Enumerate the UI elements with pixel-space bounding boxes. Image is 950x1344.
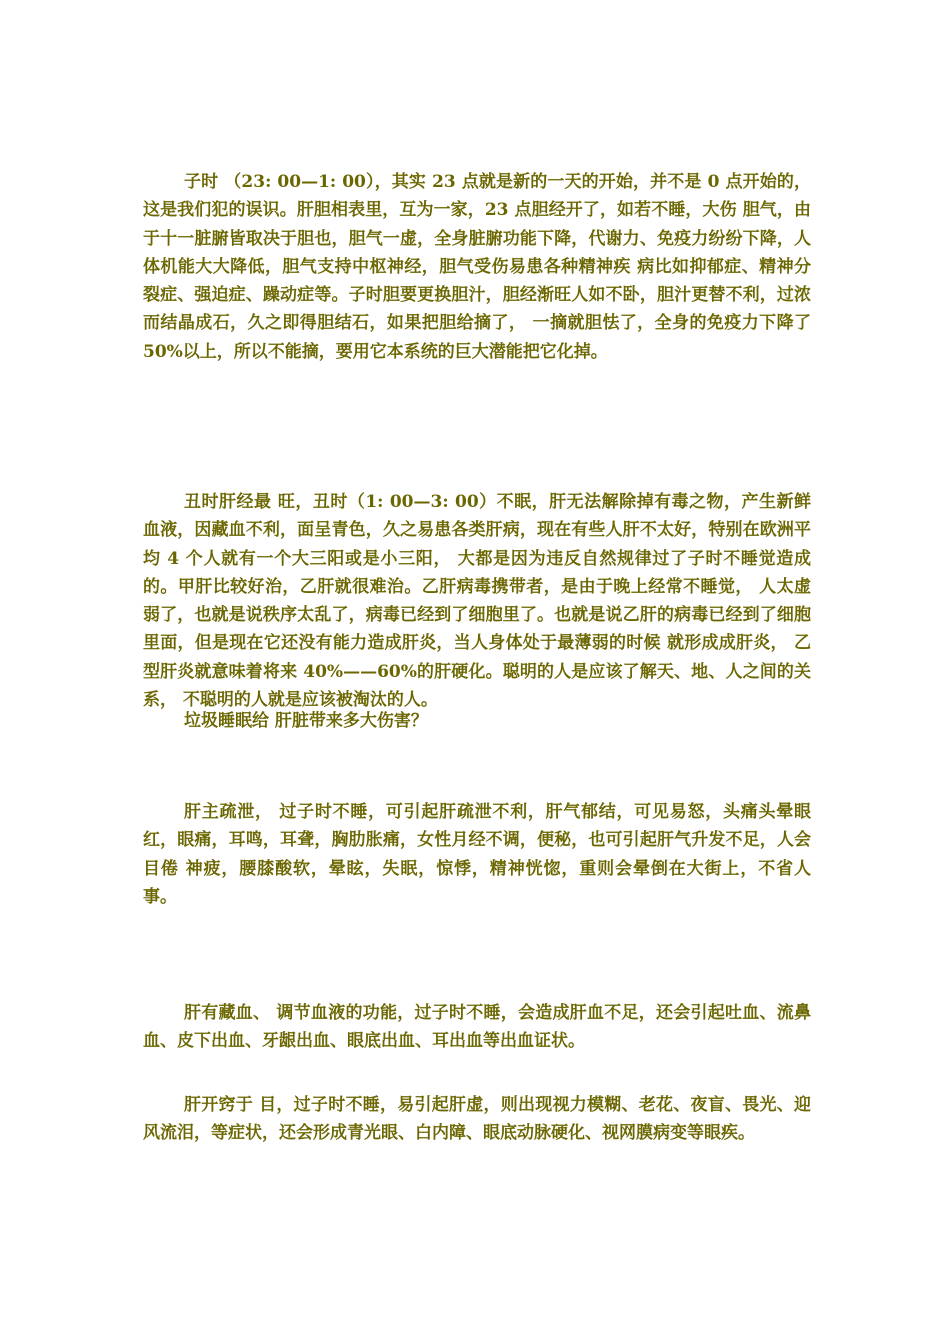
paragraph-liver-shuxie: 肝主疏泄， 过子时不睡，可引起肝疏泄不利，肝气郁结，可见易怒，头痛头晕眼红，眼痛，耳鸣，耳聋，胸肋胀痛，女性月经不调，便秘，也可引起肝气升发不足，人会目倦 神疲，腰膝酸软，晕眩，失眠，惊悸，精神恍惚，重则会晕倒在大街上，不省人事。 [143, 802, 811, 907]
paragraph-liver-cangxue: 肝有藏血、 调节血液的功能，过子时不睡，会造成肝血不足，还会引起吐血、流鼻血、皮下出血、牙龈出血、眼底出血、耳出血等出血证状。 [143, 1003, 811, 1052]
paragraph-zi-shi: 子时 （23: 00—1: 00），其实 23 点就是新的一天的开始，并不是 0 点开始的，这是我们犯的误识。肝胆相表里，互为一家，23 点胆经开了，如若不睡，大伤 胆气，由于十一脏腑皆取决于胆也，胆气一虚，全身脏腑功能下降，代谢力、免疫力纷纷下降，人体机能大大降低，胆气支持中枢神经，胆气受伤易患各种精神疾 病比如抑郁症、精神分裂症、强迫症、躁动症等。子时胆要更换胆汁，胆经渐旺人如不卧，胆汁更替不利，过浓而结晶成石，久之即得胆结石，如果把胆给摘了， 一摘就胆怯了，全身的免疫力下降了 50%以上，所以不能摘，要用它本系统的巨大潜能把它化掉。 [143, 172, 811, 362]
section-heading: 垃圾睡眠给 肝脏带来多大伤害？ [184, 711, 428, 731]
paragraph-chou-shi: 丑时肝经最 旺，丑时（1: 00—3: 00）不眠，肝无法解除掉有毒之物，产生新鲜血液，因藏血不利，面呈青色，久之易患各类肝病，现在有些人肝不太好，特别在欧洲平 均 4 个人就有一个大三阳或是小三阳， 大都是因为违反自然规律过了子时不睡觉造成的。甲肝比较好治，乙肝就很难治。乙肝病毒携带者，是由于晚上经常不睡觉， 人太虚弱了，也就是说秩序太乱了，病毒已经到了细胞里了。也就是说乙肝的病毒已经到了细胞里面，但是现在它还没有能力造成肝炎，当人身体处于最薄弱的时候 就形成成肝炎， 乙型肝炎就意味着将来 40%——60%的肝硬化。聪明的人是应该了解天、地、人之间的关系， 不聪明的人就是应该被淘汰的人。 [143, 492, 811, 711]
paragraph-liver-eyes: 肝开窍于 目，过子时不睡，易引起肝虚，则出现视力模糊、老花、夜盲、畏光、迎风流泪，等症状，还会形成青光眼、白内障、眼底动脉硬化、视网膜病变等眼疾。 [143, 1095, 811, 1144]
